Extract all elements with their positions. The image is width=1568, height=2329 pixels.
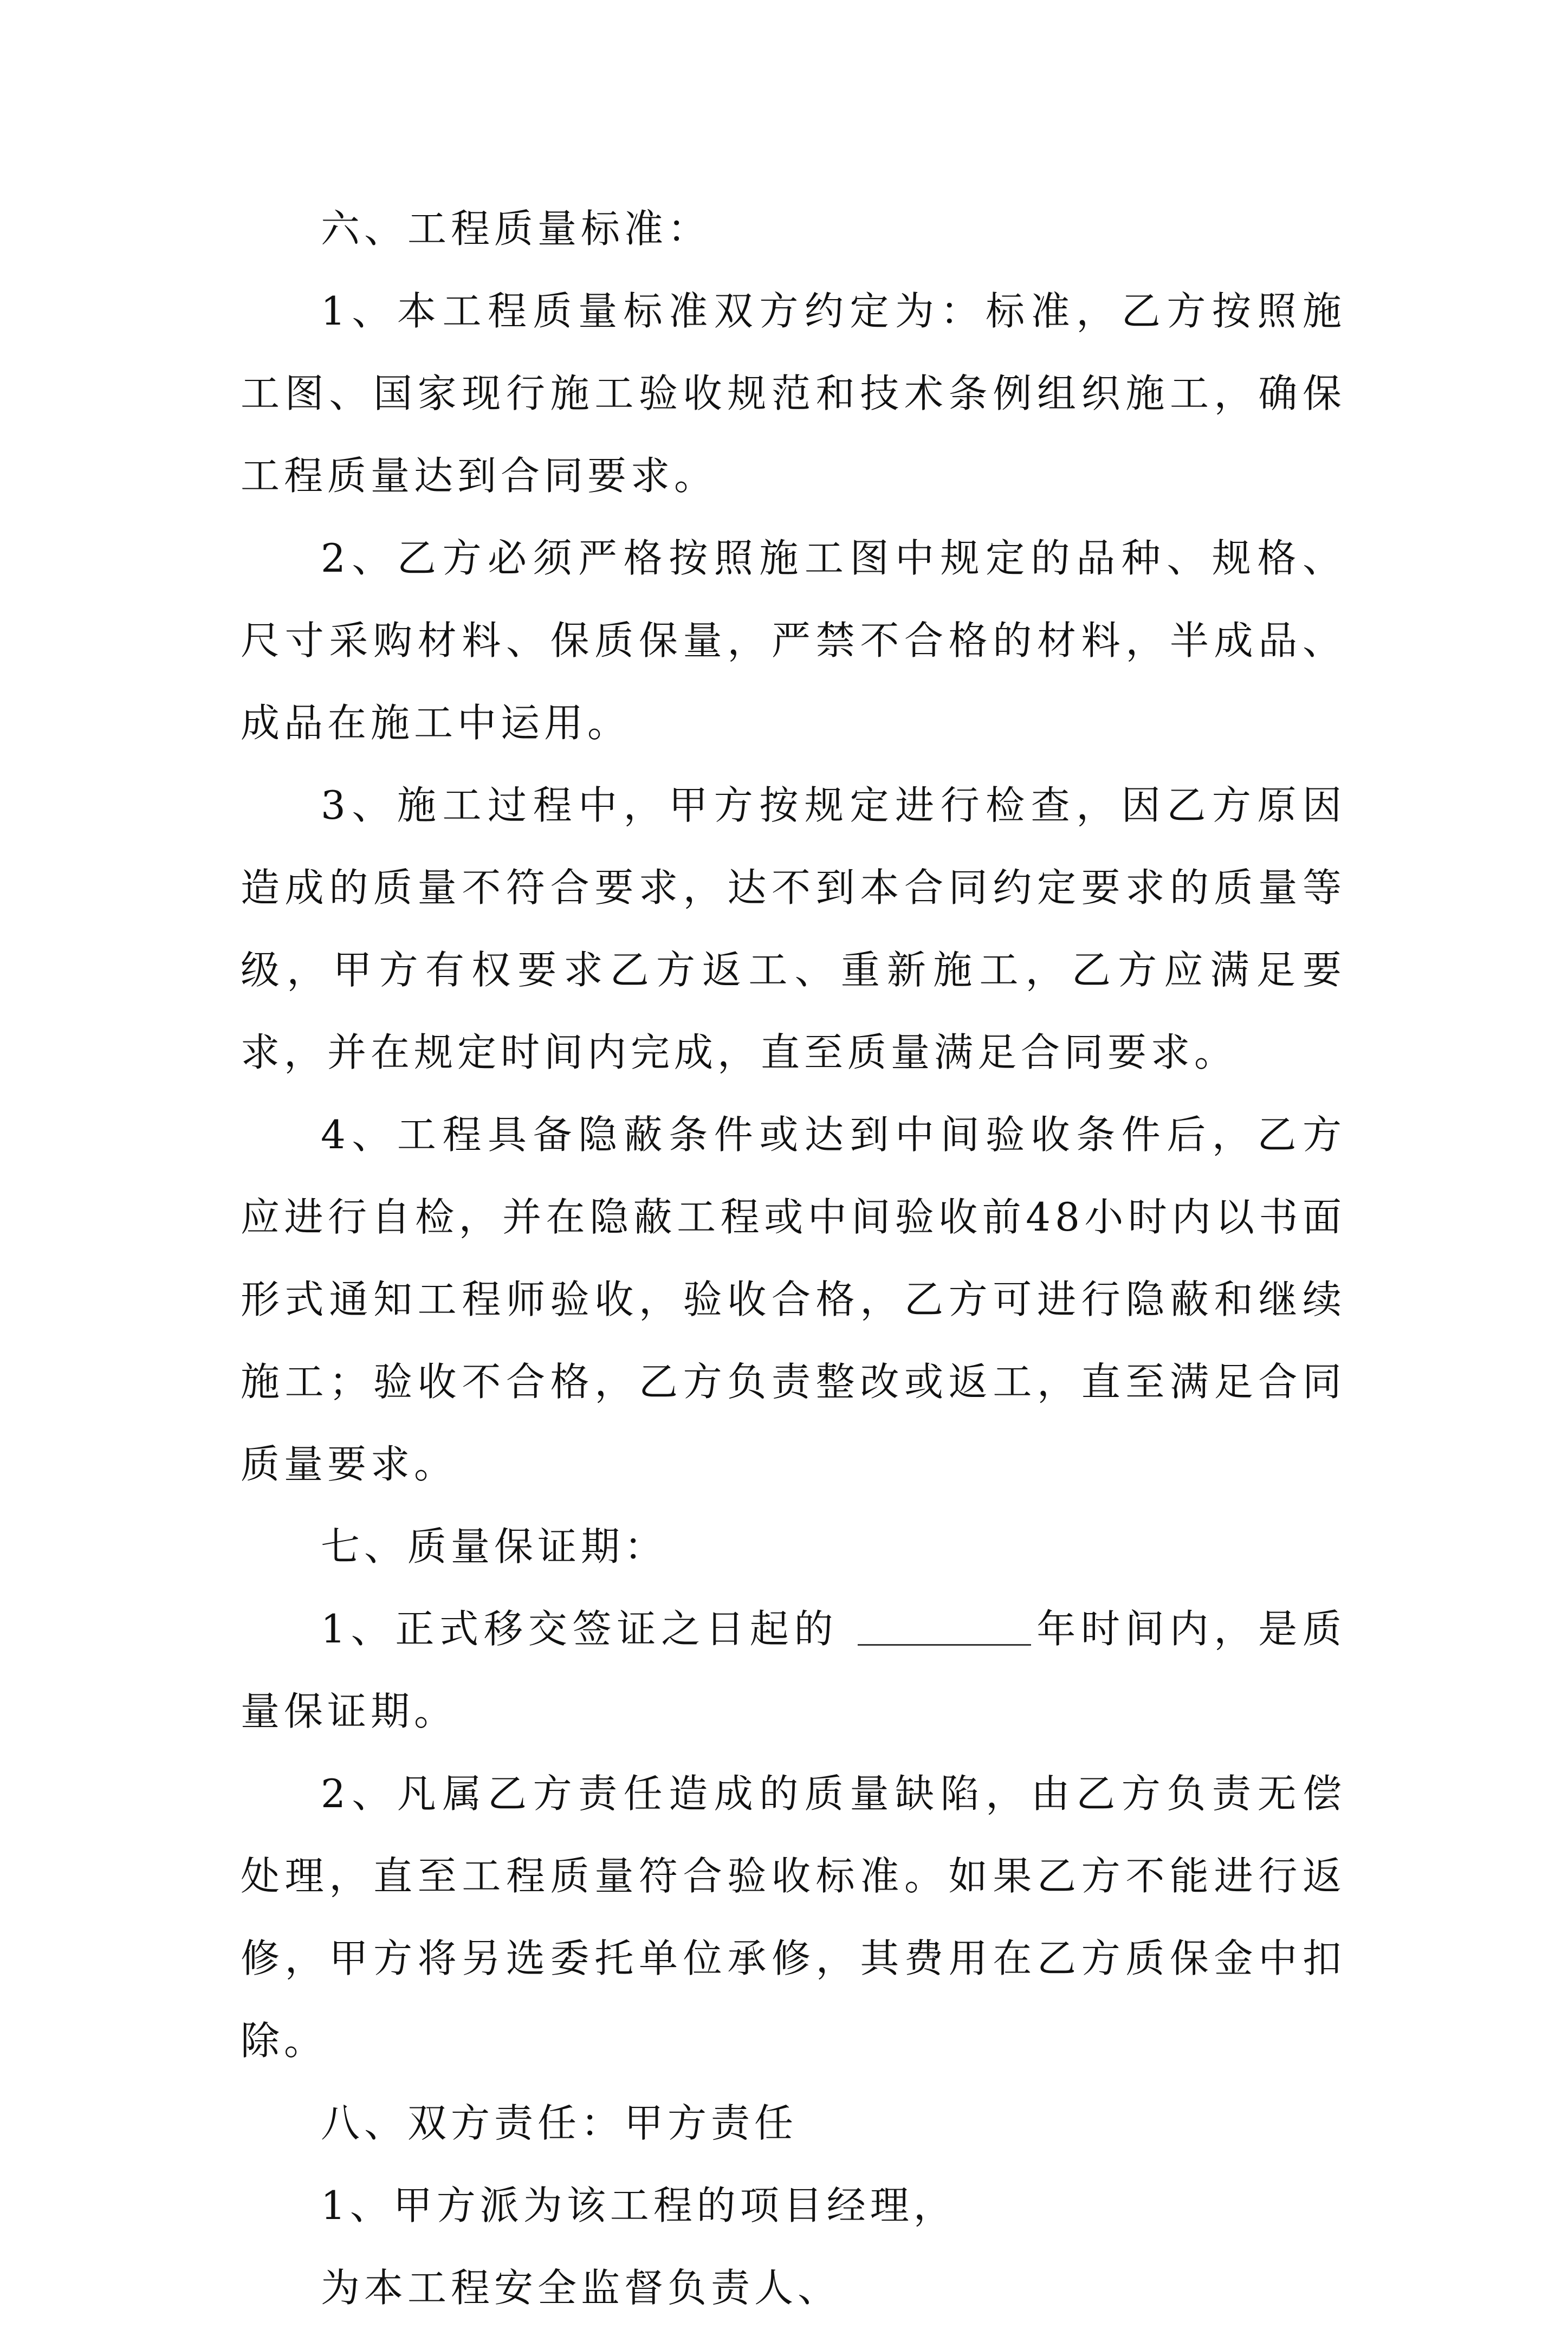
quality-clause-3: 3、施工过程中，甲方按规定进行检查，因乙方原因造成的质量不符合要求，达不到本合同约定要求的质量等级，甲方有权要求乙方返工、重新施工，乙方应满足要求，并在规定时间内完成，直至质量满足合同要求。	[241, 782, 1346, 1075]
warranty-clause-1	[241, 1588, 1346, 1752]
section-heading-responsibilities: 八、双方责任：甲方责任	[321, 2100, 798, 2146]
quality-clause-2: 2、乙方必须严格按照施工图中规定的品种、规格、尺寸采购材料、保质保量，严禁不合格的材料，半成品、成品在施工中运用。	[241, 535, 1346, 746]
party-a-responsibility-1: 1、甲方派为该工程的项目经理，	[321, 2183, 957, 2228]
quality-clause-1: 1、本工程质量标准双方约定为：标准，乙方按照施工图、国家现行施工验收规范和技术条例组织施工，确保工程质量达到合同要求。	[241, 288, 1346, 499]
section-heading-warranty-period: 七、质量保证期：	[321, 1524, 668, 1569]
section-heading-quality-standard: 六、工程质量标准：	[321, 206, 711, 251]
contract-text	[241, 187, 1346, 2329]
warranty-clause-2: 2、凡属乙方责任造成的质量缺陷，由乙方负责无偿处理，直至工程质量符合验收标准。如果乙方不能进行返修，甲方将另选委托单位承修，其费用在乙方质保金中扣除。	[241, 1771, 1346, 2063]
warranty-clause-1-after-blank: 年时间内，是质量保证期。	[241, 1606, 1346, 1734]
safety-supervisor-line: 为本工程安全监督负责人、	[321, 2265, 841, 2311]
quality-clause-4: 4、工程具备隐蔽条件或达到中间验收条件后，乙方应进行自检，并在隐蔽工程或中间验收前48小时内以书面形式通知工程师验收，验收合格，乙方可进行隐蔽和继续施工；验收不合格，乙方负责整改或返工，直至满足合同质量要求。	[241, 1112, 1346, 1487]
warranty-clause-1-before-blank: 1、正式移交签证之日起的	[321, 1606, 839, 1652]
warranty-years-blank	[858, 1612, 1031, 1646]
